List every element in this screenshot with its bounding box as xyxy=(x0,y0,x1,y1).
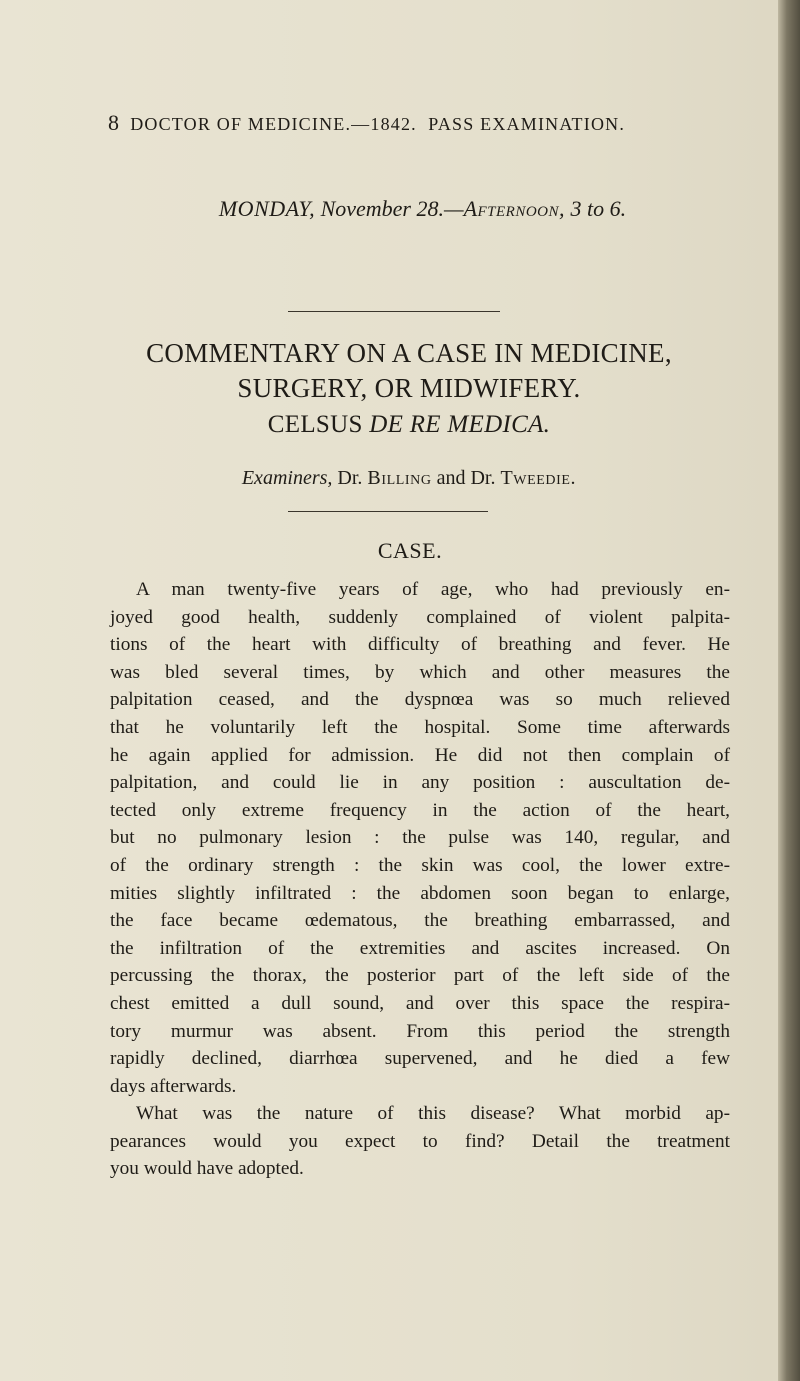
case-line: mities slightly infiltrated : the abdomen soon began to enlarge, xyxy=(110,882,730,904)
title-author: CELSUS xyxy=(267,411,363,438)
session-heading xyxy=(0,196,800,222)
examiners-label: Examiners, xyxy=(241,467,333,489)
question-line: you would have adopted. xyxy=(110,1158,304,1180)
session-part: Afternoon, xyxy=(463,196,566,221)
examiner-joiner: and Dr. xyxy=(436,467,496,489)
case-line: the infiltration of the extremities and ascites increased. On xyxy=(110,937,730,959)
case-line: joyed good health, suddenly complained of violent palpita- xyxy=(110,606,730,628)
divider-rule xyxy=(288,311,500,312)
case-line: was bled several times, by which and other measures the xyxy=(110,661,730,683)
title-work: DE RE MEDICA. xyxy=(369,411,551,438)
examiner-2-name: Tweedie. xyxy=(500,467,577,489)
title-line-1: COMMENTARY ON A CASE IN MEDICINE, xyxy=(146,338,672,368)
question-line: pearances would you expect to find? Detail the treatment xyxy=(110,1130,730,1152)
session-day: MONDAY, xyxy=(218,196,316,221)
page-number: 8 xyxy=(108,110,121,135)
case-line: but no pulmonary lesion : the pulse was 140, regular, and xyxy=(110,827,730,849)
examiner-1-name: Billing xyxy=(367,467,432,489)
running-head-text: DOCTOR OF MEDICINE.—1842. PASS EXAMINATION. xyxy=(130,114,626,134)
case-line: that he voluntarily left the hospital. Some time afterwards xyxy=(110,716,730,738)
case-line: tory murmur was absent. From this period the strength xyxy=(110,1020,730,1042)
case-heading: CASE. xyxy=(377,538,443,563)
case-line: chest emitted a dull sound, and over this space the respira- xyxy=(110,992,730,1014)
case-line: of the ordinary strength : the skin was cool, the lower extre- xyxy=(110,854,730,876)
case-line: palpitation, and could lie in any position : auscultation de- xyxy=(110,772,730,794)
case-line: A man twenty-five years of age, who had previously en- xyxy=(136,579,730,600)
running-head xyxy=(108,110,625,136)
case-text xyxy=(110,576,730,1183)
divider-rule xyxy=(288,511,488,512)
case-line: tions of the heart with difficulty of breathing and fever. He xyxy=(110,634,730,656)
case-line: the face became œdematous, the breathing embarrassed, and xyxy=(110,910,730,932)
case-line: palpitation ceased, and the dyspnœa was so much relieved xyxy=(110,689,730,711)
case-line: rapidly declined, diarrhœa supervened, and he died a few xyxy=(110,1048,730,1070)
question-line: What was the nature of this disease? What morbid ap- xyxy=(136,1103,730,1125)
session-hours: 3 to 6. xyxy=(570,196,627,221)
case-line: days afterwards. xyxy=(110,1075,237,1097)
title-line-3 xyxy=(0,411,800,439)
case-line: tected only extreme frequency in the action of the heart, xyxy=(110,799,730,821)
case-line: he again applied for admission. He did not then complain of xyxy=(110,744,730,766)
examiner-1-prefix: Dr. xyxy=(337,467,363,489)
title-line-2: SURGERY, OR MIDWIFERY. xyxy=(237,373,581,403)
case-line: percussing the thorax, the posterior part of the left side of the xyxy=(110,965,730,987)
examiners-line xyxy=(0,467,800,490)
session-date: November 28.— xyxy=(320,196,464,221)
